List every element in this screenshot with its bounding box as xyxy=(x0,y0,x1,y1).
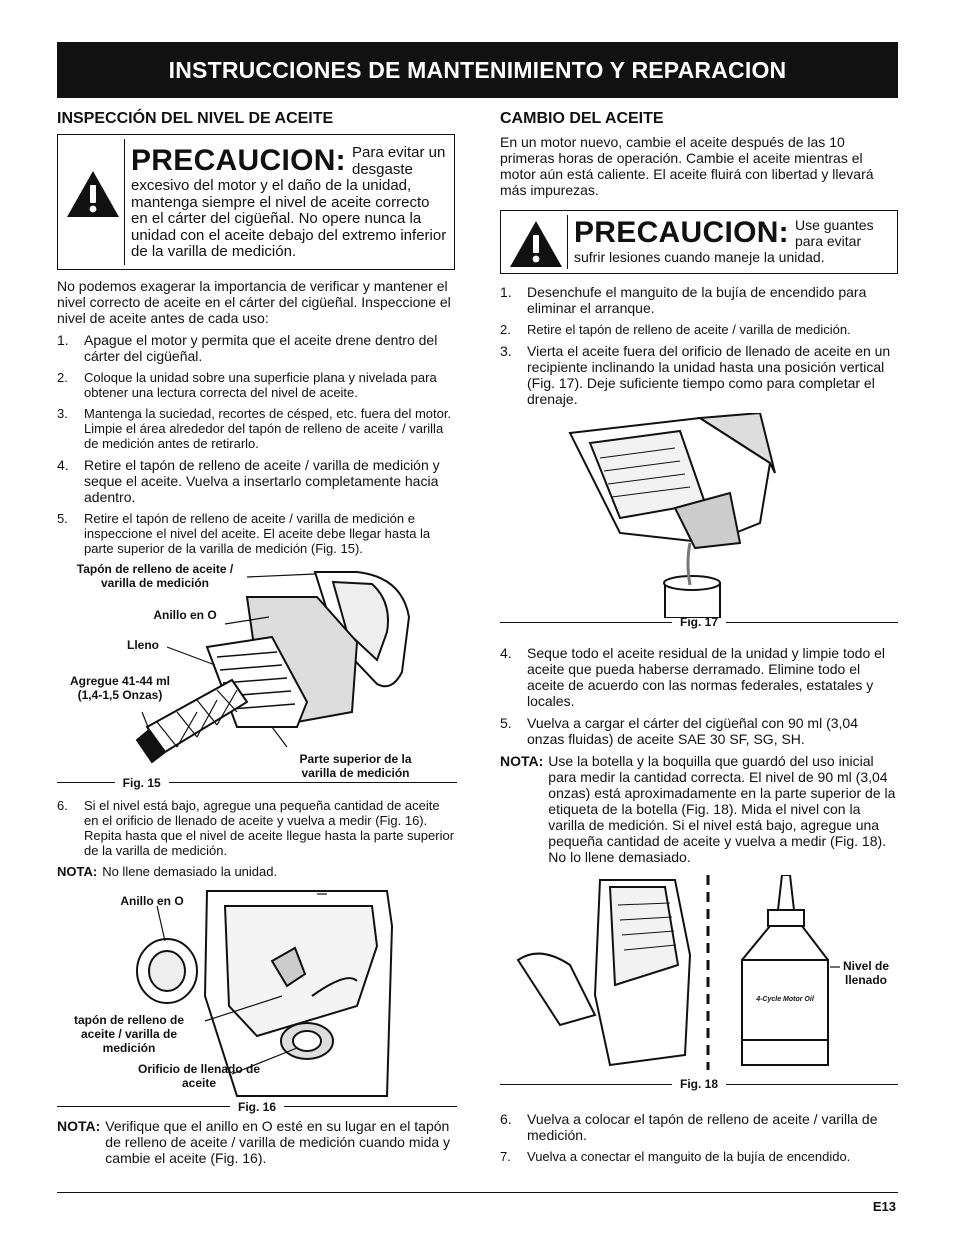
figure-18 xyxy=(500,875,898,1103)
caution-text-block xyxy=(124,139,448,265)
oil-change-final-steps xyxy=(500,1111,898,1164)
figure-17 xyxy=(500,413,898,639)
list-item: 1. Apague el motor y permita que el aceite drene dentro del cárter del cigüeñal. xyxy=(57,331,438,364)
caution-text: Use guantes para evitar sufrir lesiones cuando maneje la unidad. xyxy=(574,217,874,265)
oil-level-steps-continued xyxy=(57,798,457,858)
page-number: E13 xyxy=(872,1199,896,1214)
caution-box xyxy=(500,210,898,274)
oil-level-steps xyxy=(57,332,457,556)
intro-text: No podemos exagerar la importancia de verificar y mantener el nivel correcto de aceite en el cárter del cigüeñal. Inspeccione el nivel de aceite antes de cada uso: xyxy=(57,277,451,326)
label-full: Lleno xyxy=(127,637,159,652)
note-bottle: NOTA: Use la botella y la boquilla que guardó del uso inicial para medir la cantidad correcta. El nivel de 90 ml (3,04 onzas) está aproximadamente en la parte superior de la etiqueta de la botella (Fig. 18). Mida el nivel con la varilla de medición. Si el nivel está bajo, agregue una pequeña cantidad de aceite y vuelva a medir (Fig. 18). No lo llene demasiado. xyxy=(500,753,896,865)
label-oring: Anillo en O xyxy=(120,893,184,908)
list-item: 7. Vuelva a conectar el manguito de la bujía de encendido. xyxy=(500,1149,851,1164)
left-column xyxy=(57,110,457,1166)
page-header xyxy=(57,42,898,98)
list-item: 2. Coloque la unidad sobre una superficie plana y nivelada para obtener una lectura correcta del nivel de aceite. xyxy=(57,369,437,400)
caution-title: PRECAUCION: xyxy=(131,144,346,177)
label-add: Agregue 41-44 ml (1,4-1,5 Onzas) xyxy=(69,673,171,702)
list-item: 6. Si el nivel está bajo, agregue una pequeña cantidad de aceite en el orificio de llenado de aceite y vuelva a medir (Fig. 16). Repita hasta que el nivel de aceite llegue hasta la parte superior de la varilla de medición. xyxy=(57,797,455,858)
list-item: 6. Vuelva a colocar el tapón de relleno de aceite / varilla de medición. xyxy=(500,1111,878,1143)
section-heading-oil-change: CAMBIO DEL ACEITE xyxy=(500,110,664,127)
oil-change-steps xyxy=(500,284,898,407)
caution-title: PRECAUCION: xyxy=(574,216,789,249)
label-top: Parte superior de la varilla de medición xyxy=(299,751,412,780)
list-item: 5. Retire el tapón de relleno de aceite / varilla de medición e inspeccione el nivel del aceite. El aceite debe llegar hasta la parte superior de la varilla de medición (Fig. 15). xyxy=(57,510,431,556)
label-oring: Anillo en O xyxy=(153,607,217,622)
caution-text-block xyxy=(567,215,891,269)
intro-text: En un motor nuevo, cambie el aceite después de las 10 primeras horas de operación. Cambie el aceite mientras el motor aún está caliente. El aceite fluirá con libertad y llevará más impurezas. xyxy=(500,134,874,198)
footer-divider xyxy=(57,1192,898,1193)
note-oring: NOTA: Verifique que el anillo en O esté en su lugar en el tapón de relleno de aceite / varilla de medición cuando mida y cambie el aceite (Fig. 16). xyxy=(57,1117,451,1166)
figure-16-caption: Fig. 16 xyxy=(57,1100,457,1114)
warning-triangle-icon xyxy=(62,139,124,265)
section-heading-oil-level: INSPECCIÓN DEL NIVEL DE ACEITE xyxy=(57,110,334,127)
bottle-label: 4-Cycle Motor Oil xyxy=(756,996,814,1003)
caution-box xyxy=(57,134,455,270)
list-item: 4. Seque todo el aceite residual de la unidad y limpie todo el aceite que pueda haberse derramado. Elimine todo el aceite de acuerdo con las normas federales, estatales y locales. xyxy=(500,645,886,709)
draining-illustration xyxy=(500,413,898,618)
figure-16 xyxy=(57,886,457,1118)
label-fill-level: Nivel de llenado xyxy=(842,959,890,987)
list-item: 1. Desenchufe el manguito de la bujía de encendido para eliminar el arranque. xyxy=(500,284,867,316)
list-item: 3. Mantenga la suciedad, recortes de césped, etc. fuera del motor. Limpie el área alrededor del tapón de relleno de aceite / varilla de medición antes de retirarlo. xyxy=(57,405,452,451)
figure-15-caption: Fig. 15 xyxy=(57,776,457,790)
label-hole: Orificio de llenado de aceite xyxy=(137,1061,261,1090)
figure-15 xyxy=(57,562,457,794)
list-item: 3. Vierta el aceite fuera del orificio de llenado de aceite en un recipiente inclinando la unidad hasta una posición vertical (Fig. 17). Deje suficiente tiempo como para completar el drenaje. xyxy=(500,343,891,407)
warning-triangle-icon xyxy=(505,215,567,269)
label-cap: tapón de relleno de aceite / varilla de medición xyxy=(73,1012,184,1055)
list-item: 5. Vuelva a cargar el cárter del cigüeñal con 90 ml (3,04 onzas fluidas) de aceite SAE 30 SF, SG, SH. xyxy=(500,715,858,747)
note-overfill: NOTA: No llene demasiado la unidad. xyxy=(57,863,278,879)
figure-18-caption: Fig. 18 xyxy=(500,1077,898,1091)
right-column xyxy=(500,110,898,1170)
caution-text: Para evitar un desgaste excesivo del motor y el daño de la unidad, mantenga siempre el nivel de aceite correcto en el cárter del cigüeñal. No opere nunca la unidad con el aceite debajo del extremo inferior de la varilla de medición. xyxy=(131,144,447,260)
list-item: 4. Retire el tapón de relleno de aceite / varilla de medición y seque el aceite. Vuelva a insertarlo completamente hacia adentro. xyxy=(57,456,440,505)
label-cap: Tapón de relleno de aceite / varilla de medición xyxy=(76,561,234,590)
page-title: INSTRUCCIONES DE MANTENIMIENTO Y REPARACION xyxy=(168,56,787,83)
oil-change-steps-continued xyxy=(500,645,898,747)
figure-17-caption: Fig. 17 xyxy=(500,615,898,629)
dipstick-illustration xyxy=(57,562,457,777)
list-item: 2. Retire el tapón de relleno de aceite / varilla de medición. xyxy=(500,322,851,337)
